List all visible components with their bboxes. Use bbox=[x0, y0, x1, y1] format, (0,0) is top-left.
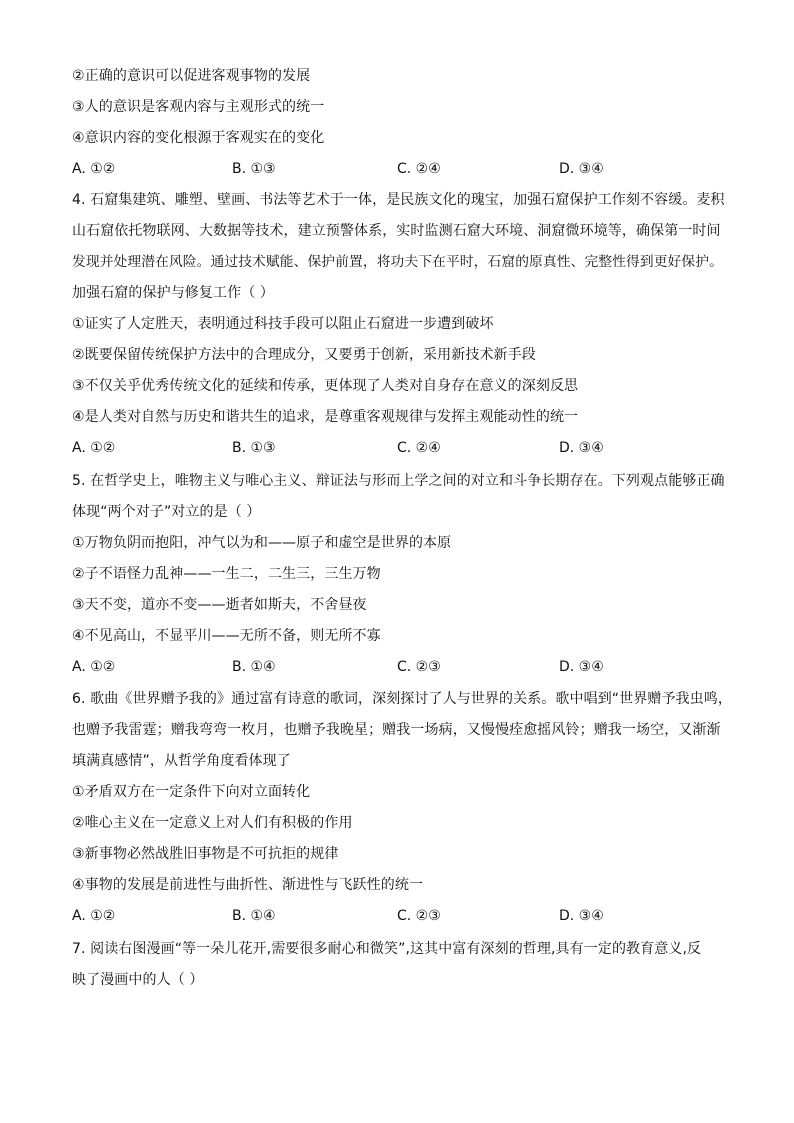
q6-item-2: ②唯心主义在一定意义上对人们有积极的作用 bbox=[72, 815, 353, 831]
q4-item-2: ②既要保留传统保护方法中的合理成分，又要勇于创新，采用新技术新手段 bbox=[72, 347, 536, 363]
q3-option-d: D. ③④ bbox=[559, 161, 604, 177]
q4-option-b: B. ①③ bbox=[232, 440, 276, 456]
q5-stem-line-2: 体现“两个对子”对立的是（ ） bbox=[72, 504, 261, 520]
q7-stem-line-2: 映了漫画中的人（ ） bbox=[72, 972, 204, 988]
q6-options bbox=[72, 906, 732, 926]
q6-option-d: D. ③④ bbox=[559, 908, 604, 924]
q4-options bbox=[72, 438, 732, 458]
q4-option-a: A. ①② bbox=[72, 440, 116, 456]
q4-option-d: D. ③④ bbox=[559, 440, 604, 456]
q5-item-4: ④不见高山，不显平川——无所不备，则无所不寡 bbox=[72, 628, 381, 644]
q3-option-c: C. ②④ bbox=[397, 161, 441, 177]
q3-item-4: ④意识内容的变化根源于客观实在的变化 bbox=[72, 130, 325, 146]
q4-item-1: ①证实了人定胜天，表明通过科技手段可以阻止石窟进一步遭到破坏 bbox=[72, 316, 494, 332]
q4-stem-line-4: 加强石窟的保护与修复工作（ ） bbox=[72, 285, 274, 301]
q6-item-3: ③新事物必然战胜旧事物是不可抗拒的规律 bbox=[72, 846, 339, 862]
q4-item-4: ④是人类对自然与历史和谐共生的追求，是尊重客观规律与发挥主观能动性的统一 bbox=[72, 409, 579, 425]
q4-stem-line-3: 发现并处理潜在风险。通过技术赋能、保护前置，将功夫下在平时，石窟的原真性、完整性得到更好保护。 bbox=[72, 254, 723, 270]
q5-item-2: ②子不语怪力乱神——一生二，二生三，三生万物 bbox=[72, 566, 381, 582]
q5-option-b: B. ①④ bbox=[232, 659, 276, 675]
q6-option-b: B. ①④ bbox=[232, 908, 276, 924]
q6-stem-line-3: 填满真感情”，从哲学角度看体现了 bbox=[72, 753, 291, 769]
q5-option-a: A. ①② bbox=[72, 659, 116, 675]
q4-stem-line-2: 山石窟依托物联网、大数据等技术，建立预警体系，实时监测石窟大环境、洞窟微环境等，确保第一时间 bbox=[72, 223, 721, 239]
q6-stem-line-2: 也赠予我雷霆；赠我弯弯一枚月，也赠予我晚星；赠我一场病，又慢慢痊愈摇风铃；赠我一场空，又渐渐 bbox=[72, 722, 721, 738]
q4-item-3: ③不仅关乎优秀传统文化的延续和传承，更体现了人类对自身存在意义的深刻反思 bbox=[72, 378, 579, 394]
q5-option-d: D. ③④ bbox=[559, 659, 604, 675]
q6-option-a: A. ①② bbox=[72, 908, 116, 924]
q5-stem-line-1: 5. 在哲学史上，唯物主义与唯心主义、辩证法与形而上学之间的对立和斗争长期存在。下列观点能够正确 bbox=[72, 473, 725, 489]
q6-option-c: C. ②③ bbox=[397, 908, 441, 924]
q3-item-2: ②正确的意识可以促进客观事物的发展 bbox=[72, 68, 311, 84]
q5-item-3: ③天不变，道亦不变——逝者如斯夫，不舍昼夜 bbox=[72, 597, 367, 613]
q7-stem-line-1: 7. 阅读右图漫画“等一朵儿花开,需要很多耐心和微笑”,这其中富有深刻的哲理,具有一定的教育意义,反 bbox=[72, 941, 702, 957]
q5-option-c: C. ②③ bbox=[397, 659, 441, 675]
q6-item-1: ①矛盾双方在一定条件下向对立面转化 bbox=[72, 784, 311, 800]
q6-stem-line-1: 6. 歌曲《世界赠予我的》通过富有诗意的歌词，深刻探讨了人与世界的关系。歌中唱到“世界赠予我虫鸣， bbox=[72, 691, 732, 707]
q3-option-a: A. ①② bbox=[72, 161, 116, 177]
q5-options bbox=[72, 657, 732, 677]
q5-item-1: ①万物负阴而抱阳，冲气以为和——原子和虚空是世界的本原 bbox=[72, 535, 452, 551]
q3-item-3: ③人的意识是客观内容与主观形式的统一 bbox=[72, 99, 325, 115]
q4-option-c: C. ②④ bbox=[397, 440, 441, 456]
q6-item-4: ④事物的发展是前进性与曲折性、渐进性与飞跃性的统一 bbox=[72, 877, 424, 893]
q4-stem-line-1: 4. 石窟集建筑、雕塑、壁画、书法等艺术于一体，是民族文化的瑰宝，加强石窟保护工作刻不容缓。麦积 bbox=[72, 192, 725, 208]
q3-option-b: B. ①③ bbox=[232, 161, 276, 177]
q3-options bbox=[72, 159, 732, 179]
